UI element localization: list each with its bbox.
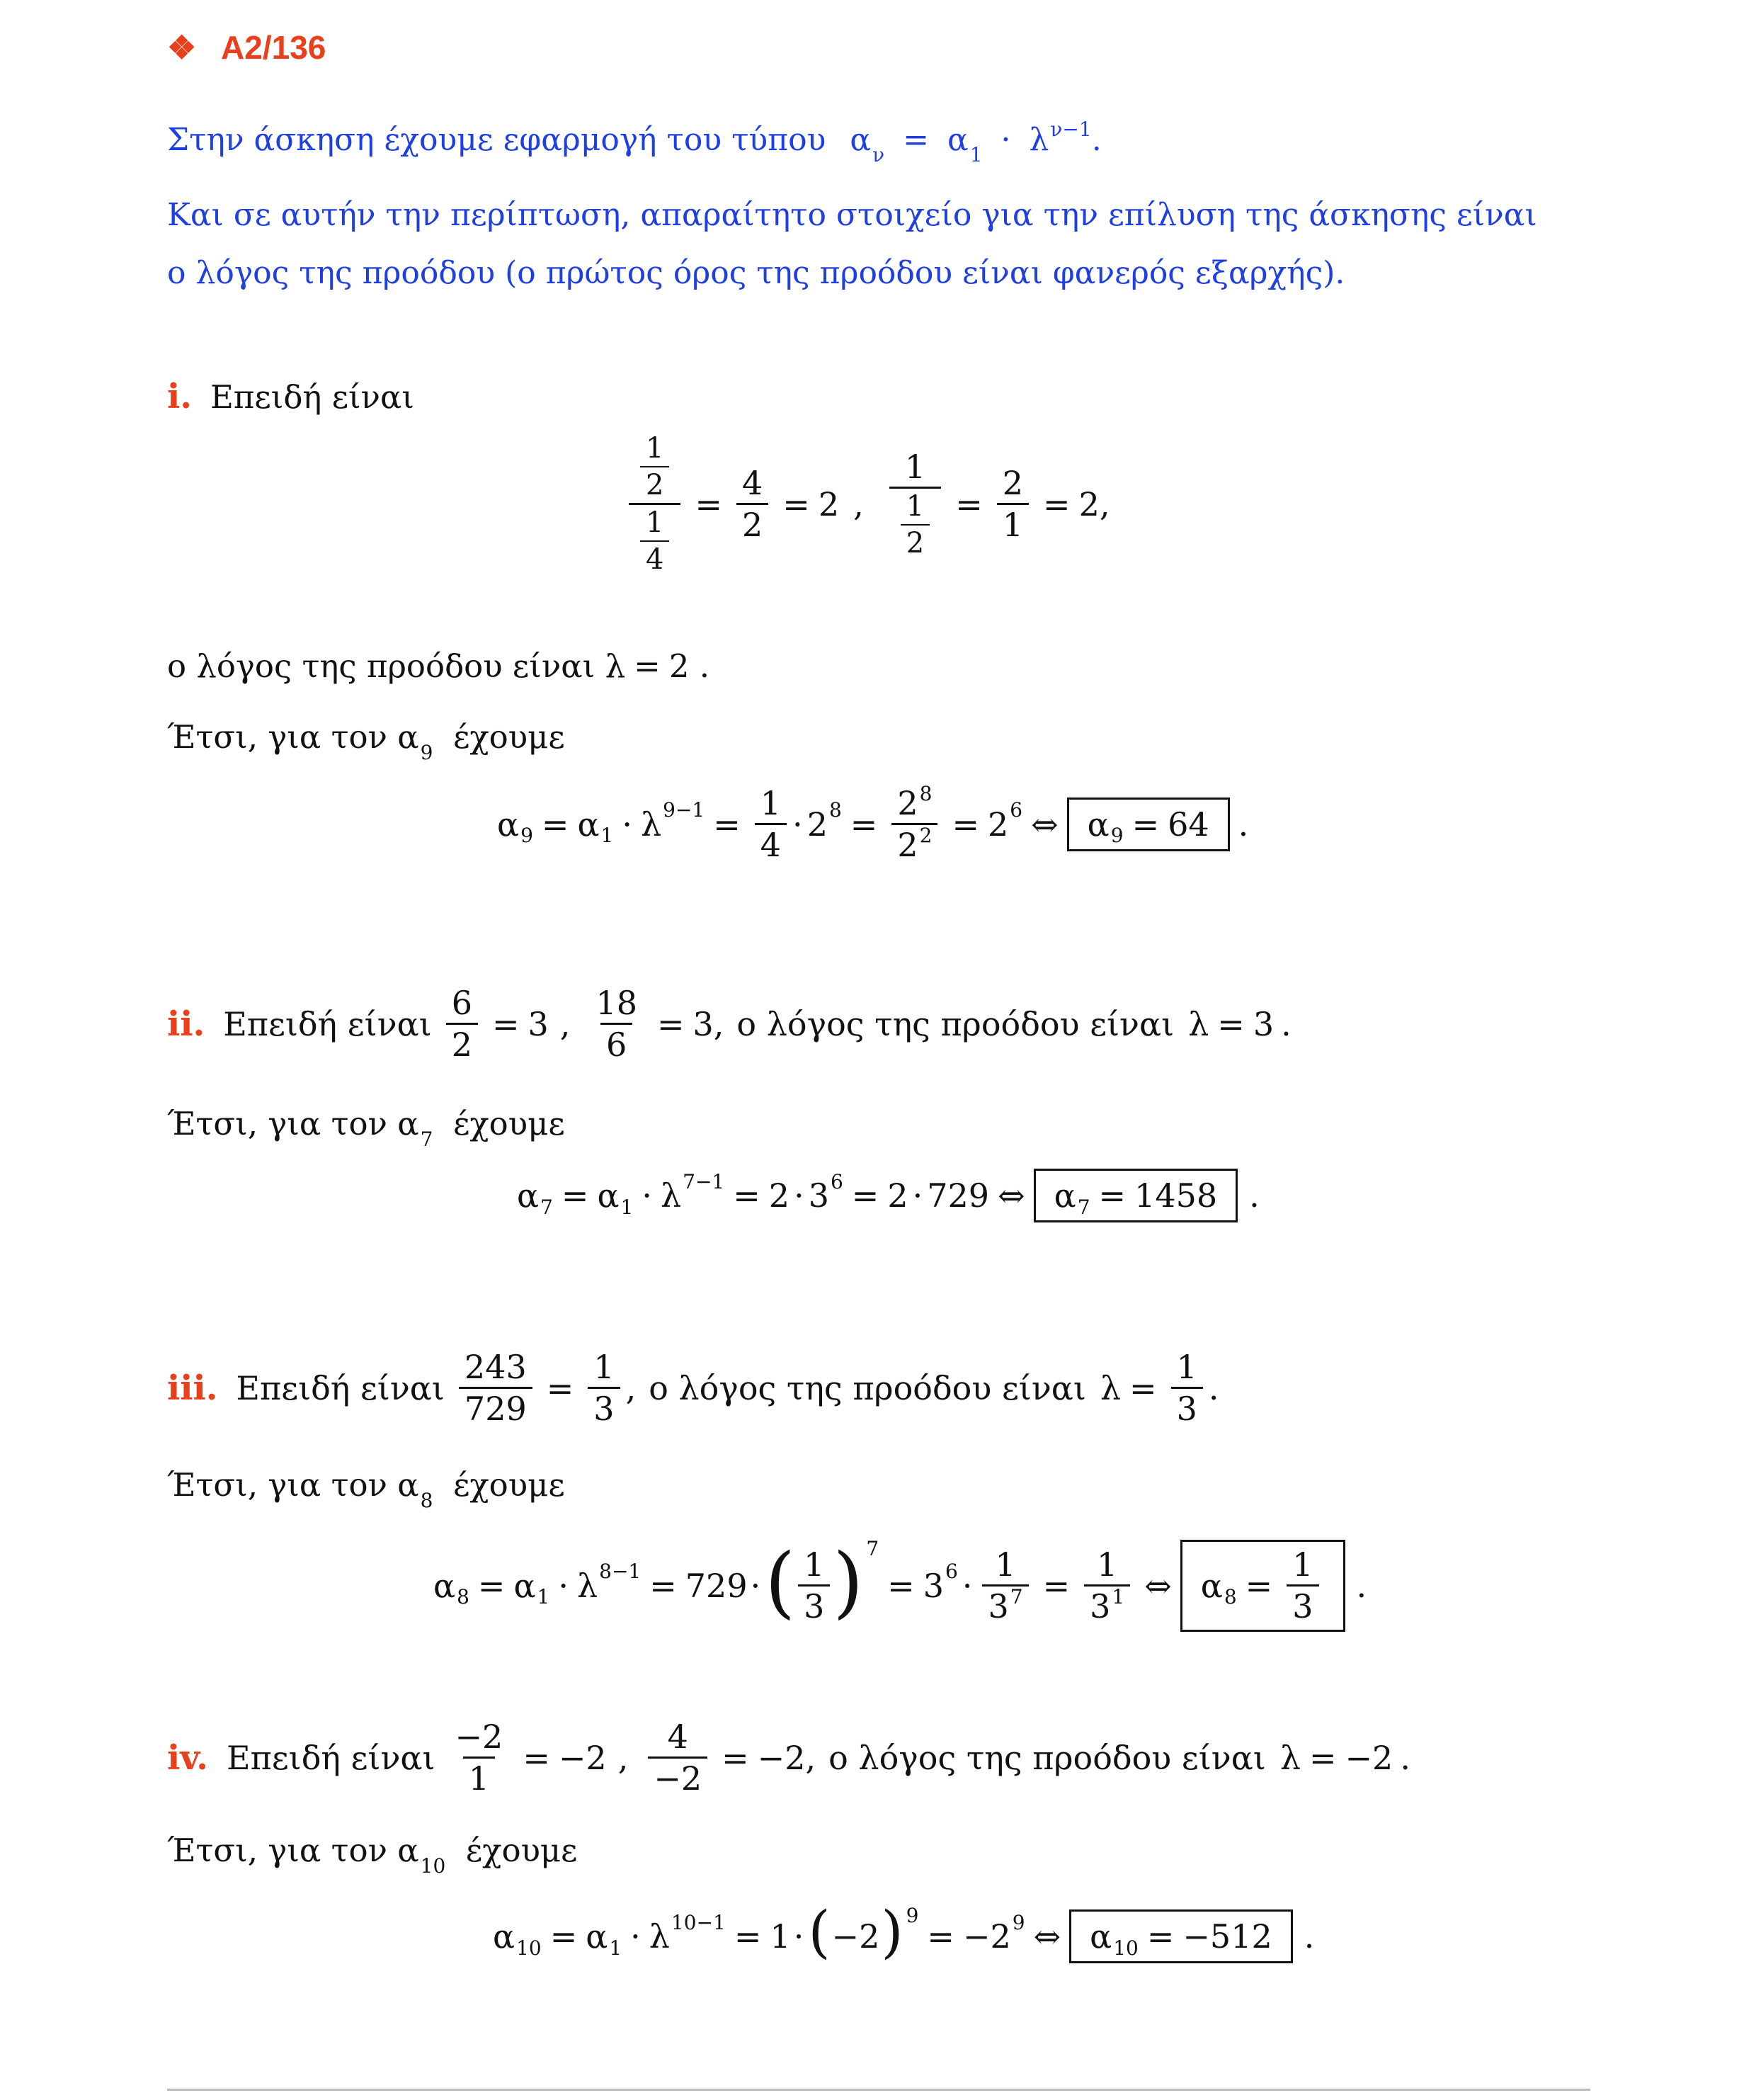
diamond-bullet-icon: ❖: [167, 29, 197, 66]
intro-line-3: ο λόγος της προόδου (ο πρώτος όρος της προόδου είναι φανερός εξαρχής).: [167, 255, 1345, 291]
part1-ratio-line: ο λόγος της προόδου είναι λ = 2 .: [167, 647, 710, 685]
part2-so-line: Έτσι, για τον $\alpha_7$ έχουμε: [167, 1105, 565, 1151]
part3-heading-equation: iii. Επειδή είναι $\frac{243}{729}$ = $\frac{1}{3}$ , ο λόγος της προόδου είναι λ = $\frac{1}{3}$ .: [167, 1348, 1219, 1429]
intro-formula: $\alpha_\nu = \alpha_1 \cdot \lambda^{\nu-1}$.: [850, 118, 1102, 166]
compound-fraction: $\frac{\frac{1}{2}}{\frac{1}{4}}$: [629, 433, 680, 574]
part3-label: iii.: [167, 1368, 218, 1408]
part3-so-line: Έτσι, για τον $\alpha_8$ έχουμε: [167, 1466, 565, 1512]
part1-heading: i. Επειδή είναι: [167, 377, 415, 416]
intro-line-1: Στην άσκηση έχουμε εφαρμογή του τύπου $\alpha_\nu = \alpha_1 \cdot \lambda^{\nu-1}$.: [167, 118, 1102, 166]
intro-line-2: Και σε αυτήν την περίπτωση, απαραίτητο στοιχείο για την επίλυση της άσκησης είναι: [167, 197, 1537, 233]
part4-label: iv.: [167, 1737, 209, 1778]
part3-answer-box: α 8 = $\frac{1}{3}$: [1180, 1540, 1345, 1632]
part2-term-equation: α 7 = α 1 · λ 7−1 = 2 · 3 6 = 2 · 729 ⇔ α 7 = 1458 .: [517, 1169, 1260, 1222]
part4-answer-box: α 10 = −512: [1069, 1909, 1293, 1963]
footer-divider: [167, 2089, 1590, 2091]
section-header: [167, 28, 326, 67]
part1-term-equation: α 9 = α 1 · λ 9−1 = $\frac{1}{4}$ · 2 8 = $\frac{2^8}{2^2}$ = 2 6 ⇔ α 9 = 64 .: [497, 782, 1249, 865]
part4-so-line: Έτσι, για τον $\alpha_{10}$ έχουμε: [167, 1832, 578, 1878]
part4-heading-equation: iv. Επειδή είναι $\frac{-2}{1}$ = −2 , $\frac{4}{-2}$ = −2 , ο λόγος της προόδου είναι λ = −2 .: [167, 1718, 1410, 1798]
section-title: A2/136: [221, 29, 326, 66]
part1-so-line: Έτσι, για τον $\alpha_9$ έχουμε: [167, 718, 565, 764]
part1-ratio-equation: $\frac{\frac{1}{2}}{\frac{1}{4}}$ = $\frac{4}{2}$ = 2 , $\frac{1}{\frac{1}{2}}$ = $\frac{2}{1}$ = 2 ,: [623, 433, 1110, 574]
part4-term-equation: α 10 = α 1 · λ 10−1 = 1 · ( −2 ) 9 = −2 9 ⇔ α 10 = −512 .: [493, 1899, 1315, 1965]
part1-answer-box: α 9 = 64: [1067, 798, 1230, 851]
part2-label: ii.: [167, 1004, 205, 1044]
part2-heading-equation: ii. Επειδή είναι $\frac{6}{2}$ = 3 , $\frac{18}{6}$ = 3 , ο λόγος της προόδου είναι λ = 3 .: [167, 984, 1292, 1065]
part1-label: i.: [167, 377, 192, 416]
part2-answer-box: α 7 = 1458: [1034, 1169, 1238, 1222]
part3-term-equation: α 8 = α 1 · λ 8−1 = 729 · ( $\frac{1}{3}$ ) 7 = 3 6 · $\frac{1}{3^7}$ = $\frac{1}{3^1}$ ⇔ α 8 = $\frac{1}{3}$ .: [433, 1540, 1367, 1632]
